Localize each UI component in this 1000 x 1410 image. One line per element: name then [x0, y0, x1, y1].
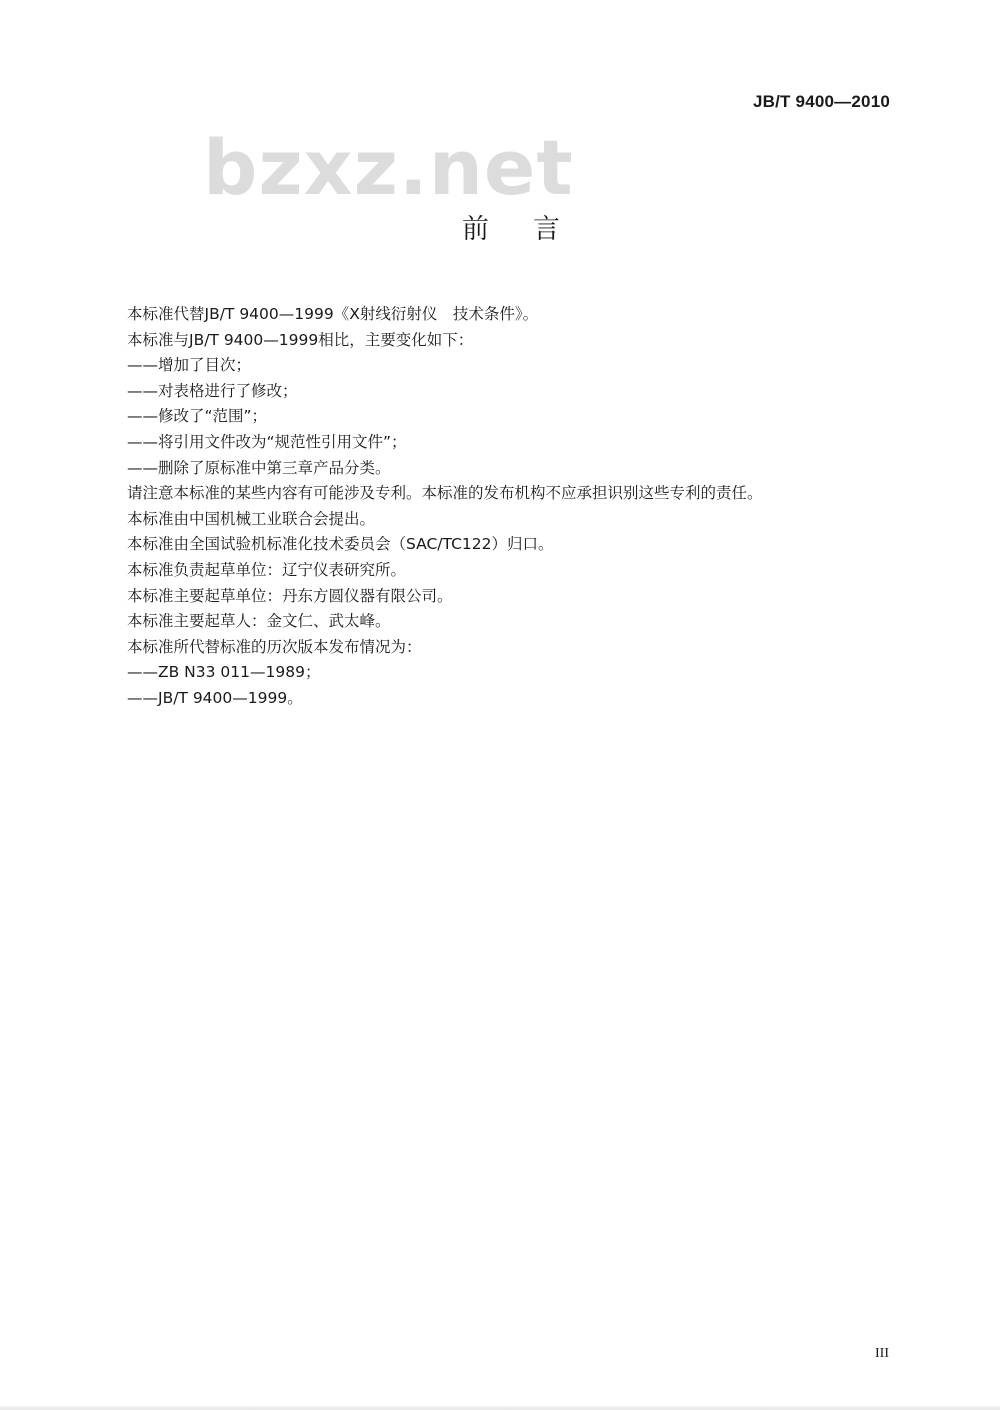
- preface-body: [127, 302, 887, 712]
- paragraph-centralized-by: 本标准由全国试验机标准化技术委员会（SAC/TC122）归口。: [127, 535, 554, 554]
- previous-edition-item: ——JB/T 9400—1999。: [127, 688, 303, 707]
- paragraph-proposed-by: 本标准由中国机械工业联合会提出。: [127, 509, 376, 528]
- watermark-logo: bzxz.net: [203, 123, 574, 212]
- change-item: ——删除了原标准中第三章产品分类。: [127, 458, 391, 477]
- change-item: ——将引用文件改为“规范性引用文件”；: [127, 432, 407, 451]
- paragraph-main-drafters: 本标准主要起草人：金文仁、武太峰。: [127, 612, 391, 631]
- paragraph-patent-notice: 请注意本标准的某些内容有可能涉及专利。本标准的发布机构不应承担识别这些专利的责任。: [127, 484, 763, 503]
- standard-code: JB/T 9400—2010: [753, 92, 890, 111]
- change-item: ——修改了“范围”；: [127, 407, 268, 426]
- change-item: ——对表格进行了修改；: [127, 381, 298, 400]
- paragraph-changes-intro: 本标准与JB/T 9400—1999相比，主要变化如下：: [127, 330, 474, 349]
- page-bottom-edge: [0, 1406, 1000, 1410]
- paragraph-main-drafting-unit: 本标准主要起草单位：丹东方圆仪器有限公司。: [127, 586, 453, 605]
- page-title: 前言: [462, 214, 604, 245]
- page-number: III: [875, 1346, 889, 1361]
- paragraph-previous-editions: 本标准所代替标准的历次版本发布情况为：: [127, 637, 422, 656]
- previous-edition-item: ——ZB N33 011—1989；: [127, 663, 321, 682]
- change-item: ——增加了目次；: [127, 356, 252, 375]
- paragraph-replaces: 本标准代替JB/T 9400—1999《X射线衍射仪 技术条件》。: [127, 305, 539, 323]
- paragraph-responsible-drafter: 本标准负责起草单位：辽宁仪表研究所。: [127, 560, 407, 579]
